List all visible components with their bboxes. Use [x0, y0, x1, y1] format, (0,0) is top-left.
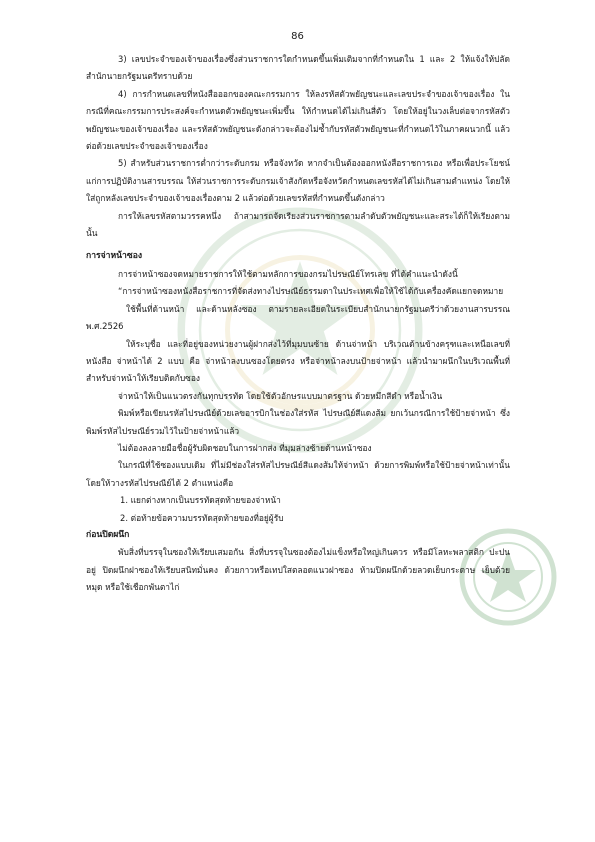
paragraph-envelope-old-style: ในกรณีที่ใช้ซองแบบเดิม ที่ไม่มีช่องใส่รหัสไปรษณีย์สีแดงส้มให้จ่าหน้า ด้วยการพิมพ์หรือใช้ป้ายจ่าหน้าเท่านั้น โดยให้วางรหัสไปรษณีย์ได้ 2 ตำแหน่งคือ — [86, 460, 510, 488]
heading-before-sealing: ก่อนปิดผนึก — [86, 529, 130, 540]
paragraph-envelope-area: ใช้พื้นที่ด้านหน้า และด้านหลังซอง ตามรายละเอียดในระเบียบสำนักนายกรัฐมนตรีว่าด้วยงานสารบรรณ พ.ศ.2526 — [86, 303, 510, 332]
paragraph-envelope-alignment: จ่าหน้าให้เป็นแนวตรงกันทุกบรรทัด โดยใช้ตัวอักษรแบบมาตรฐาน ด้วยหมึกสีดำ หรือน้ำเงิน — [118, 390, 443, 401]
paragraph-envelope-signature: ไม่ต้องลงลายมือชื่อผู้รับผิดชอบในการฝากส่ง ที่มุมล่างซ้ายด้านหน้าซอง — [118, 442, 372, 453]
paragraph-code-ordering: การให้เลขรหัสตามวรรคหนึ่ง ถ้าสามารถจัดเรียงส่วนราชการตามลำดับตัวพยัญชนะและสระได้ก็ให้เรียงตามนั้น — [86, 210, 510, 239]
page-number: 86 — [291, 31, 304, 42]
heading-envelope-addressing: การจ่าหน้าซอง — [86, 251, 143, 262]
paragraph-code-4: 4) การกำหนดเลขที่หนังสือออกของคณะกรรมการ ให้ลงรหัสตัวพยัญชนะและเลขประจำของเจ้าของเรื่อง ในกรณีที่คณะกรรมการประสงค์จะกำหนดตัวพยัญชนะเพิ่มขึ้น ให้กำหนดได้ไม่เกินสี่ตัว โดยให้อยู่ในวงเล็บต่อจากรหัสตัวพยัญชนะของเจ้าของเรื่อง และรหัสตัวพยัญชนะดังกล่าวจะต้องไม่ซ้ำกับรหัสตัวพยัญชนะที่กำหนดไว้ในภาคผนวกนี้ แล้วต่อด้วยเลขประจำของเจ้าของเรื่อง — [86, 88, 510, 152]
paragraph-code-5: 5) สำหรับส่วนราชการต่ำกว่าระดับกรม หรือจังหวัด หากจำเป็นต้องออกหนังสือราชการเอง หรือเพื่อประโยชน์แก่การปฏิบัติงานสารบรรณ ให้ส่วนราชการระดับกรมเจ้าสังกัดหรือจังหวัดกำหนดเลขรหัสได้ไม่เกินสามตำแหน่ง โดยให้ใส่ถูกหลังเลขประจำของเจ้าของเรื่องตาม 2 แล้วต่อด้วยเลขรหัสที่กำหนดขึ้นดังกล่าว — [86, 158, 510, 204]
paragraph-envelope-intro: การจ่าหน้าซองจดหมายราชการให้ใช้ตามหลักการของกรมไปรษณีย์โทรเลข ที่ได้คำแนะนำดังนี้ — [118, 268, 458, 279]
list-item: 2. ต่อท้ายข้อความบรรทัดสุดท้ายของที่อยู่ผู้รับ — [120, 512, 284, 523]
paragraph-envelope-quote: “การจ่าหน้าซองหนังสือราชการที่จัดส่งทางไปรษณีย์ธรรมดาในประเทศเพื่อให้ใช้ได้กับเครื่องคัดแยกจดหมาย — [118, 286, 504, 297]
paragraph-sealing-instructions: พับสิ่งที่บรรจุในซองให้เรียบเสมอกัน สิ่งที่บรรจุในซองต้องไม่แข็งหรือใหญ่เกินควร หรือมีโลหะพลาสติก ปะปนอยู่ ปิดผนึกฝาซองให้เรียบสนิทมั่นคง ด้วยกาวหรือเทปใสตลอดแนวฝาซอง ห้ามปิดผนึกด้วยลวดเย็บกระดาษ เย็บด้วยหมุด หรือใช้เชือกพันตาไก่ — [86, 547, 510, 593]
paragraph-envelope-postcode: พิมพ์หรือเขียนรหัสไปรษณีย์ด้วยเลขอารบิกในช่องใส่รหัส ไปรษณีย์สีแดงส้ม ยกเว้นกรณีการใช้ป้ายจ่าหน้า ซึ่งพิมพ์รหัสไปรษณีย์รวมไว้ในป้ายจ่าหน้าแล้ว — [86, 408, 510, 436]
document-body — [86, 51, 510, 597]
list-item: 1. แยกต่างหากเป็นบรรทัดสุดท้ายของจ่าหน้า — [120, 495, 281, 506]
paragraph-envelope-sender: ให้ระบุชื่อ และที่อยู่ของหน่วยงานผู้ฝากส่งไว้ที่มุมบนซ้าย ด้านจ่าหน้า บริเวณด้านข้างครุฑและเหนือเลขที่หนังสือ จ่าหน้าได้ 2 แบบ คือ จ่าหน้าลงบนซองโดยตรง หรือจ่าหน้าลงบนป้ายจ่าหน้า แล้วนำมาผนึกในบริเวณพื้นที่สำหรับจ่าหน้าให้เรียบติดกับซอง — [86, 338, 510, 384]
paragraph-code-3: 3) เลขประจำของเจ้าของเรื่องซึ่งส่วนราชการใดกำหนดขึ้นเพิ่มเติมจากที่กำหนดใน 1 และ 2 ให้แจ้งให้ปลัดสำนักนายกรัฐมนตรีทราบด้วย — [86, 54, 510, 82]
